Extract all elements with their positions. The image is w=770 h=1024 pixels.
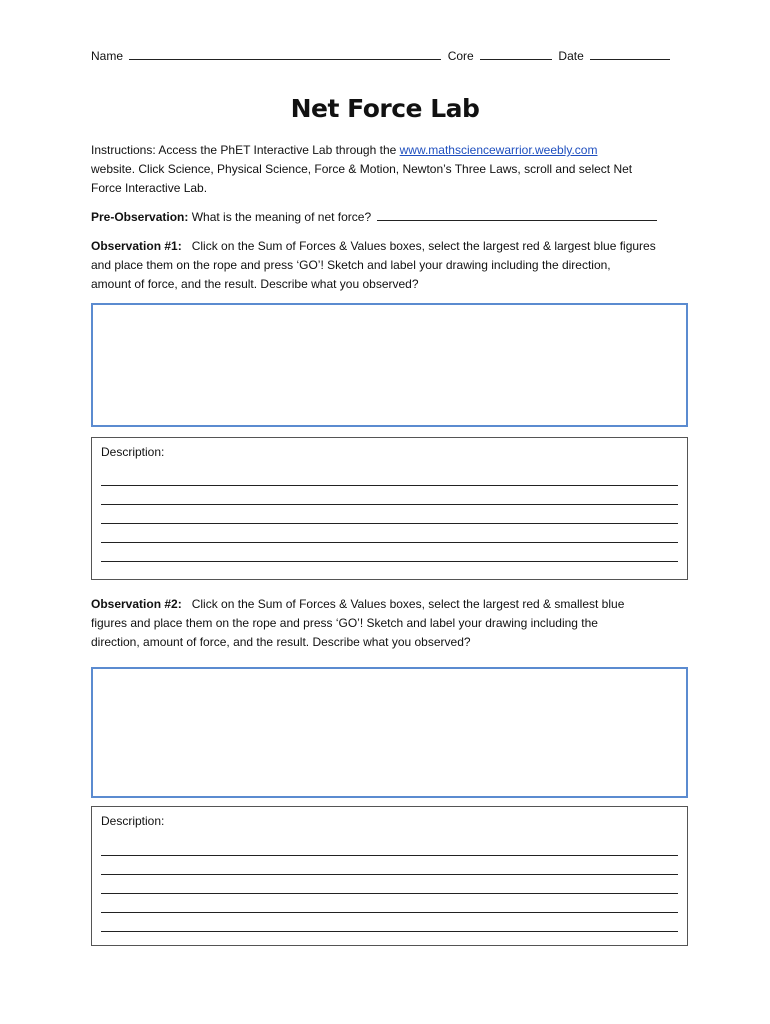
answer-line[interactable] — [101, 504, 678, 505]
observation2-line-1 — [91, 595, 624, 614]
pre-observation-row — [91, 208, 660, 227]
observation1-text-1: Click on the Sum of Forces & Values boxes, select the largest red & largest blue figures — [191, 239, 656, 253]
pre-observation-answer-field[interactable] — [377, 209, 657, 221]
observation2-description-box[interactable] — [91, 806, 688, 946]
instructions-line-3: Force Interactive Lab. — [91, 181, 208, 195]
name-field[interactable] — [129, 48, 441, 60]
answer-line[interactable] — [101, 542, 678, 543]
observation1-label: Observation #1: — [91, 239, 182, 253]
observation2-line-2: figures and place them on the rope and press ‘GO’! Sketch and label your drawing including the — [91, 616, 598, 630]
pre-observation-label: Pre-Observation: — [91, 210, 189, 224]
observation2-label: Observation #2: — [91, 597, 182, 611]
observation1-description-label: Description: — [101, 445, 165, 459]
name-label: Name — [91, 49, 124, 63]
observation2-text-1: Click on the Sum of Forces & Values boxes, select the largest red & smallest blue — [191, 597, 625, 611]
observation2-sketch-box[interactable] — [91, 667, 688, 798]
answer-line[interactable] — [101, 855, 678, 856]
date-label: Date — [558, 49, 584, 63]
instructions-line-1 — [91, 141, 597, 160]
pre-observation-question: What is the meaning of net force? — [191, 210, 372, 224]
header-row — [91, 48, 673, 63]
answer-line[interactable] — [101, 912, 678, 913]
answer-line[interactable] — [101, 485, 678, 486]
date-field[interactable] — [590, 48, 670, 60]
observation1-sketch-box[interactable] — [91, 303, 688, 427]
observation2-description-label: Description: — [101, 814, 165, 828]
core-field[interactable] — [480, 48, 552, 60]
observation1-line-1 — [91, 237, 656, 256]
answer-line[interactable] — [101, 874, 678, 875]
page-title: Net Force Lab — [290, 94, 480, 123]
instructions-line-2: website. Click Science, Physical Science, Force & Motion, Newton’s Three Laws, scroll and select Net — [91, 162, 633, 176]
website-link[interactable]: www.mathsciencewarrior.weebly.com — [399, 143, 598, 157]
observation2-line-3: direction, amount of force, and the result. Describe what you observed? — [91, 635, 471, 649]
answer-line[interactable] — [101, 561, 678, 562]
observation1-description-box[interactable] — [91, 437, 688, 580]
answer-line[interactable] — [101, 523, 678, 524]
instructions-prefix: Instructions: Access the PhET Interactive Lab through the — [91, 143, 400, 157]
observation1-line-3: amount of force, and the result. Describe what you observed? — [91, 277, 419, 291]
core-label: Core — [447, 49, 474, 63]
observation1-line-2: and place them on the rope and press ‘GO’! Sketch and label your drawing including the direction, — [91, 258, 611, 272]
answer-line[interactable] — [101, 931, 678, 932]
answer-line[interactable] — [101, 893, 678, 894]
